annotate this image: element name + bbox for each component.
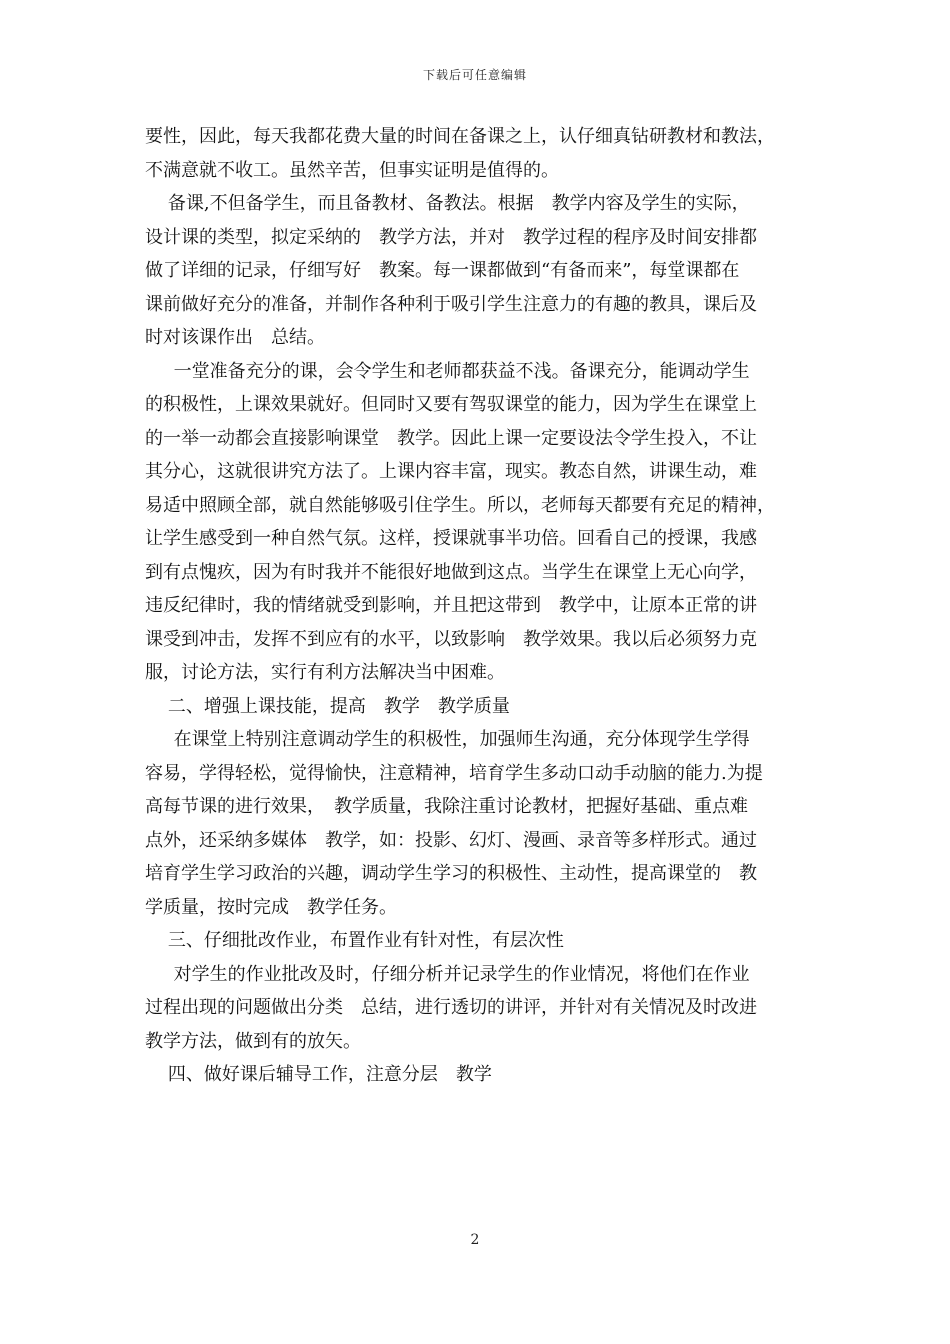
document-body xyxy=(145,120,835,1092)
text-line: 要性，因此，每天我都花费大量的时间在备课之上，认仔细真钻研教材和教法， xyxy=(145,126,775,147)
text-line: 教学方法，做到有的放矢。 xyxy=(145,1030,361,1052)
text-line: 容易，学得轻松，觉得愉快，注意精神，培育学生多动口动手动脑的能力.为提 xyxy=(145,762,763,784)
text-line: 易适中照顾全部，就自然能够吸引住学生。所以，老师每天都要有充足的精神， xyxy=(145,494,775,516)
text-line: 学质量，按时完成 教学任务。 xyxy=(145,896,397,918)
text-line: 备课,不但备学生，而且备教材、备教法。根据 教学内容及学生的实际， xyxy=(145,193,750,214)
section-heading: 四、做好课后辅导工作，注意分层 教学 xyxy=(145,1064,492,1085)
text-line: 违反纪律时，我的情绪就受到影响，并且把这带到 教学中，让原本正常的讲 xyxy=(145,595,757,616)
text-line: 一堂准备充分的课，会令学生和老师都获益不浅。备课充分，能调动学生 xyxy=(145,360,750,382)
text-line: 服，讨论方法，实行有利方法解决当中困难。 xyxy=(145,662,505,683)
section-heading: 三、仔细批改作业，布置作业有针对性，有层次性 xyxy=(145,930,564,951)
text-line: 课受到冲击，发挥不到应有的水平，以致影响 教学效果。我以后必须努力克 xyxy=(145,628,757,650)
text-line: 培育学生学习政治的兴趣，调动学生学习的积极性、主动性，提高课堂的 教 xyxy=(145,863,757,884)
text-line: 设计课的类型，拟定采纳的 教学方法，并对 教学过程的程序及时间安排都 xyxy=(145,226,757,248)
text-line: 点外，还采纳多媒体 教学，如：投影、幻灯、漫画、录音等多样形式。通过 xyxy=(145,829,757,851)
section-heading: 二、增强上课技能，提高 教学 教学质量 xyxy=(145,695,510,717)
text-line: 的积极性，上课效果就好。但同时又要有驾驭课堂的能力，因为学生在课堂上 xyxy=(145,394,757,415)
text-line: 的一举一动都会直接影响课堂 教学。因此上课一定要设法令学生投入，不让 xyxy=(145,427,757,449)
text-line: 在课堂上特别注意调动学生的积极性，加强师生沟通，充分体现学生学得 xyxy=(145,729,750,750)
text-line: 高每节课的进行效果， 教学质量，我除注重讨论教材，把握好基础、重点难 xyxy=(145,796,748,817)
page-number: 2 xyxy=(470,1232,480,1248)
text-line: 过程出现的问题做出分类 总结，进行透切的讲评，并针对有关情况及时改进 xyxy=(145,997,757,1018)
page-header: 下载后可任意编辑 xyxy=(422,68,527,82)
text-line: 对学生的作业批改及时，仔细分析并记录学生的作业情况，将他们在作业 xyxy=(145,963,750,985)
text-line: 时对该课作出 总结。 xyxy=(145,327,325,348)
text-line: 到有点愧疚，因为有时我并不能很好地做到这点。当学生在课堂上无心向学， xyxy=(145,561,757,583)
text-line: 做了详细的记录，仔细写好 教案。每一课都做到“有备而来”，每堂课都在 xyxy=(145,260,740,281)
text-line: 让学生感受到一种自然气氛。这样，授课就事半功倍。回看自己的授课，我感 xyxy=(145,528,757,549)
text-line: 不满意就不收工。虽然辛苦，但事实证明是值得的。 xyxy=(145,159,559,181)
text-line: 课前做好充分的准备，并制作各种利于吸引学生注意力的有趣的教具，课后及 xyxy=(145,293,757,315)
text-line: 其分心，这就很讲究方法了。上课内容丰富，现实。教态自然，讲课生动，难 xyxy=(145,461,757,482)
